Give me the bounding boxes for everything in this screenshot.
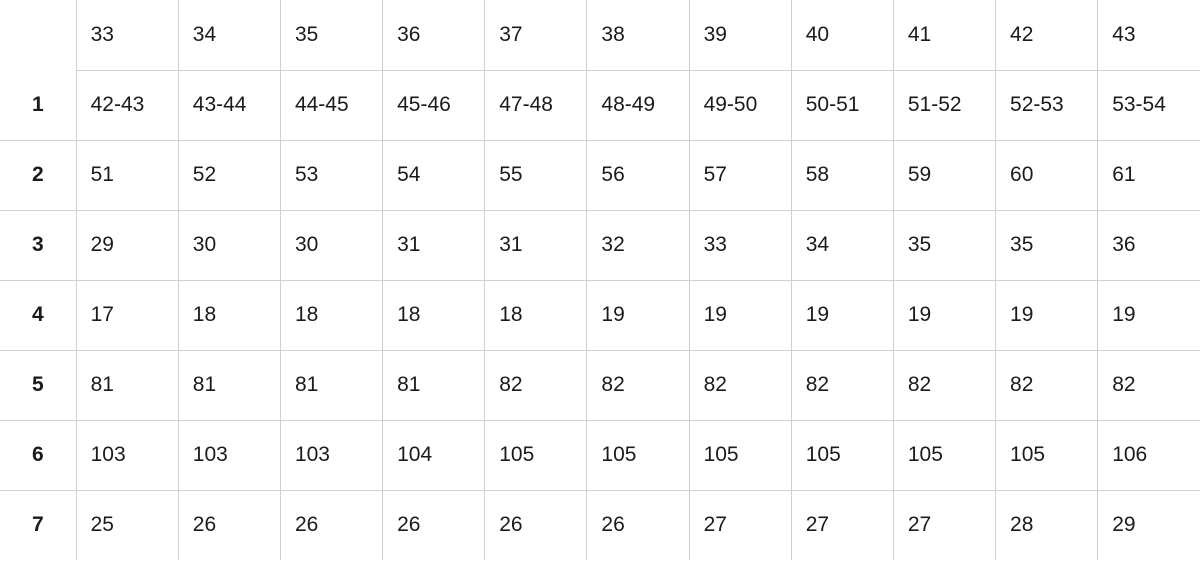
table-cell: 17 [76,280,178,350]
table-cell: 25 [76,490,178,560]
table-cell: 104 [383,420,485,490]
table-row [0,420,1200,490]
table-cell: 57 [689,140,791,210]
table-cell: 82 [485,350,587,420]
table-cell: 105 [689,420,791,490]
table-cell: 103 [178,420,280,490]
table-row [0,350,1200,420]
table-cell: 30 [280,210,382,280]
table-cell: 18 [178,280,280,350]
table-cell: 27 [791,490,893,560]
table-row [0,140,1200,210]
table-row [0,490,1200,560]
table-cell: 45-46 [383,70,485,140]
header-row [0,0,1200,70]
table-cell: 19 [893,280,995,350]
column-header: 35 [280,0,382,70]
column-header: 39 [689,0,791,70]
table-cell: 105 [485,420,587,490]
table-cell: 82 [1098,350,1200,420]
table-cell: 42-43 [76,70,178,140]
column-header: 36 [383,0,485,70]
column-header: 37 [485,0,587,70]
table-cell: 105 [791,420,893,490]
column-header: 41 [893,0,995,70]
table-cell: 27 [689,490,791,560]
table-cell: 105 [587,420,689,490]
table-cell: 35 [996,210,1098,280]
table-cell: 19 [1098,280,1200,350]
table-cell: 56 [587,140,689,210]
table-cell: 19 [791,280,893,350]
table-cell: 103 [76,420,178,490]
column-header: 43 [1098,0,1200,70]
table-cell: 18 [280,280,382,350]
row-header: 6 [0,420,76,490]
table-cell: 60 [996,140,1098,210]
table-cell: 53-54 [1098,70,1200,140]
table-cell: 81 [280,350,382,420]
table-cell: 51 [76,140,178,210]
table-cell: 49-50 [689,70,791,140]
table-cell: 26 [587,490,689,560]
table-cell: 50-51 [791,70,893,140]
table-cell: 26 [485,490,587,560]
table-cell: 32 [587,210,689,280]
table-cell: 18 [383,280,485,350]
table-cell: 31 [383,210,485,280]
table-cell: 26 [280,490,382,560]
table-cell: 54 [383,140,485,210]
column-header: 33 [76,0,178,70]
table-cell: 53 [280,140,382,210]
table-cell: 52 [178,140,280,210]
table-cell: 29 [76,210,178,280]
table-cell: 52-53 [996,70,1098,140]
row-header: 7 [0,490,76,560]
table-cell: 33 [689,210,791,280]
table-cell: 51-52 [893,70,995,140]
table-cell: 103 [280,420,382,490]
row-header: 3 [0,210,76,280]
table-cell: 47-48 [485,70,587,140]
table-cell: 82 [996,350,1098,420]
table-row [0,210,1200,280]
table-cell: 82 [791,350,893,420]
table-cell: 35 [893,210,995,280]
table-cell: 55 [485,140,587,210]
table-cell: 82 [689,350,791,420]
table-cell: 30 [178,210,280,280]
table-cell: 61 [1098,140,1200,210]
row-header: 5 [0,350,76,420]
row-header: 4 [0,280,76,350]
table-cell: 81 [76,350,178,420]
table-cell: 82 [893,350,995,420]
table-cell: 105 [996,420,1098,490]
column-header: 40 [791,0,893,70]
table-cell: 36 [1098,210,1200,280]
table-header [0,0,1200,70]
table-cell: 19 [587,280,689,350]
table-cell: 28 [996,490,1098,560]
table-cell: 59 [893,140,995,210]
table-cell: 19 [689,280,791,350]
table-cell: 44-45 [280,70,382,140]
table-cell: 29 [1112,513,1136,537]
row-header: 1 [0,70,76,140]
table-body [0,70,1200,560]
table-row [0,280,1200,350]
row-header: 2 [0,140,76,210]
table-cell: 81 [383,350,485,420]
table-cell: 34 [791,210,893,280]
table-cell: 58 [791,140,893,210]
table-row [0,70,1200,140]
table-cell: 26 [178,490,280,560]
column-header: 38 [587,0,689,70]
column-header: 34 [178,0,280,70]
table-cell: 43-44 [178,70,280,140]
table-cell: 81 [178,350,280,420]
table-cell: 82 [587,350,689,420]
table-cell: 48-49 [587,70,689,140]
table-cell: 106 [1098,420,1200,490]
table-cell: 27 [893,490,995,560]
table-cell: 105 [893,420,995,490]
table-cell: 31 [485,210,587,280]
corner-cell [0,0,76,70]
column-header: 42 [996,0,1098,70]
table-cell: 18 [485,280,587,350]
table-cell: 26 [383,490,485,560]
table-cell: 19 [996,280,1098,350]
